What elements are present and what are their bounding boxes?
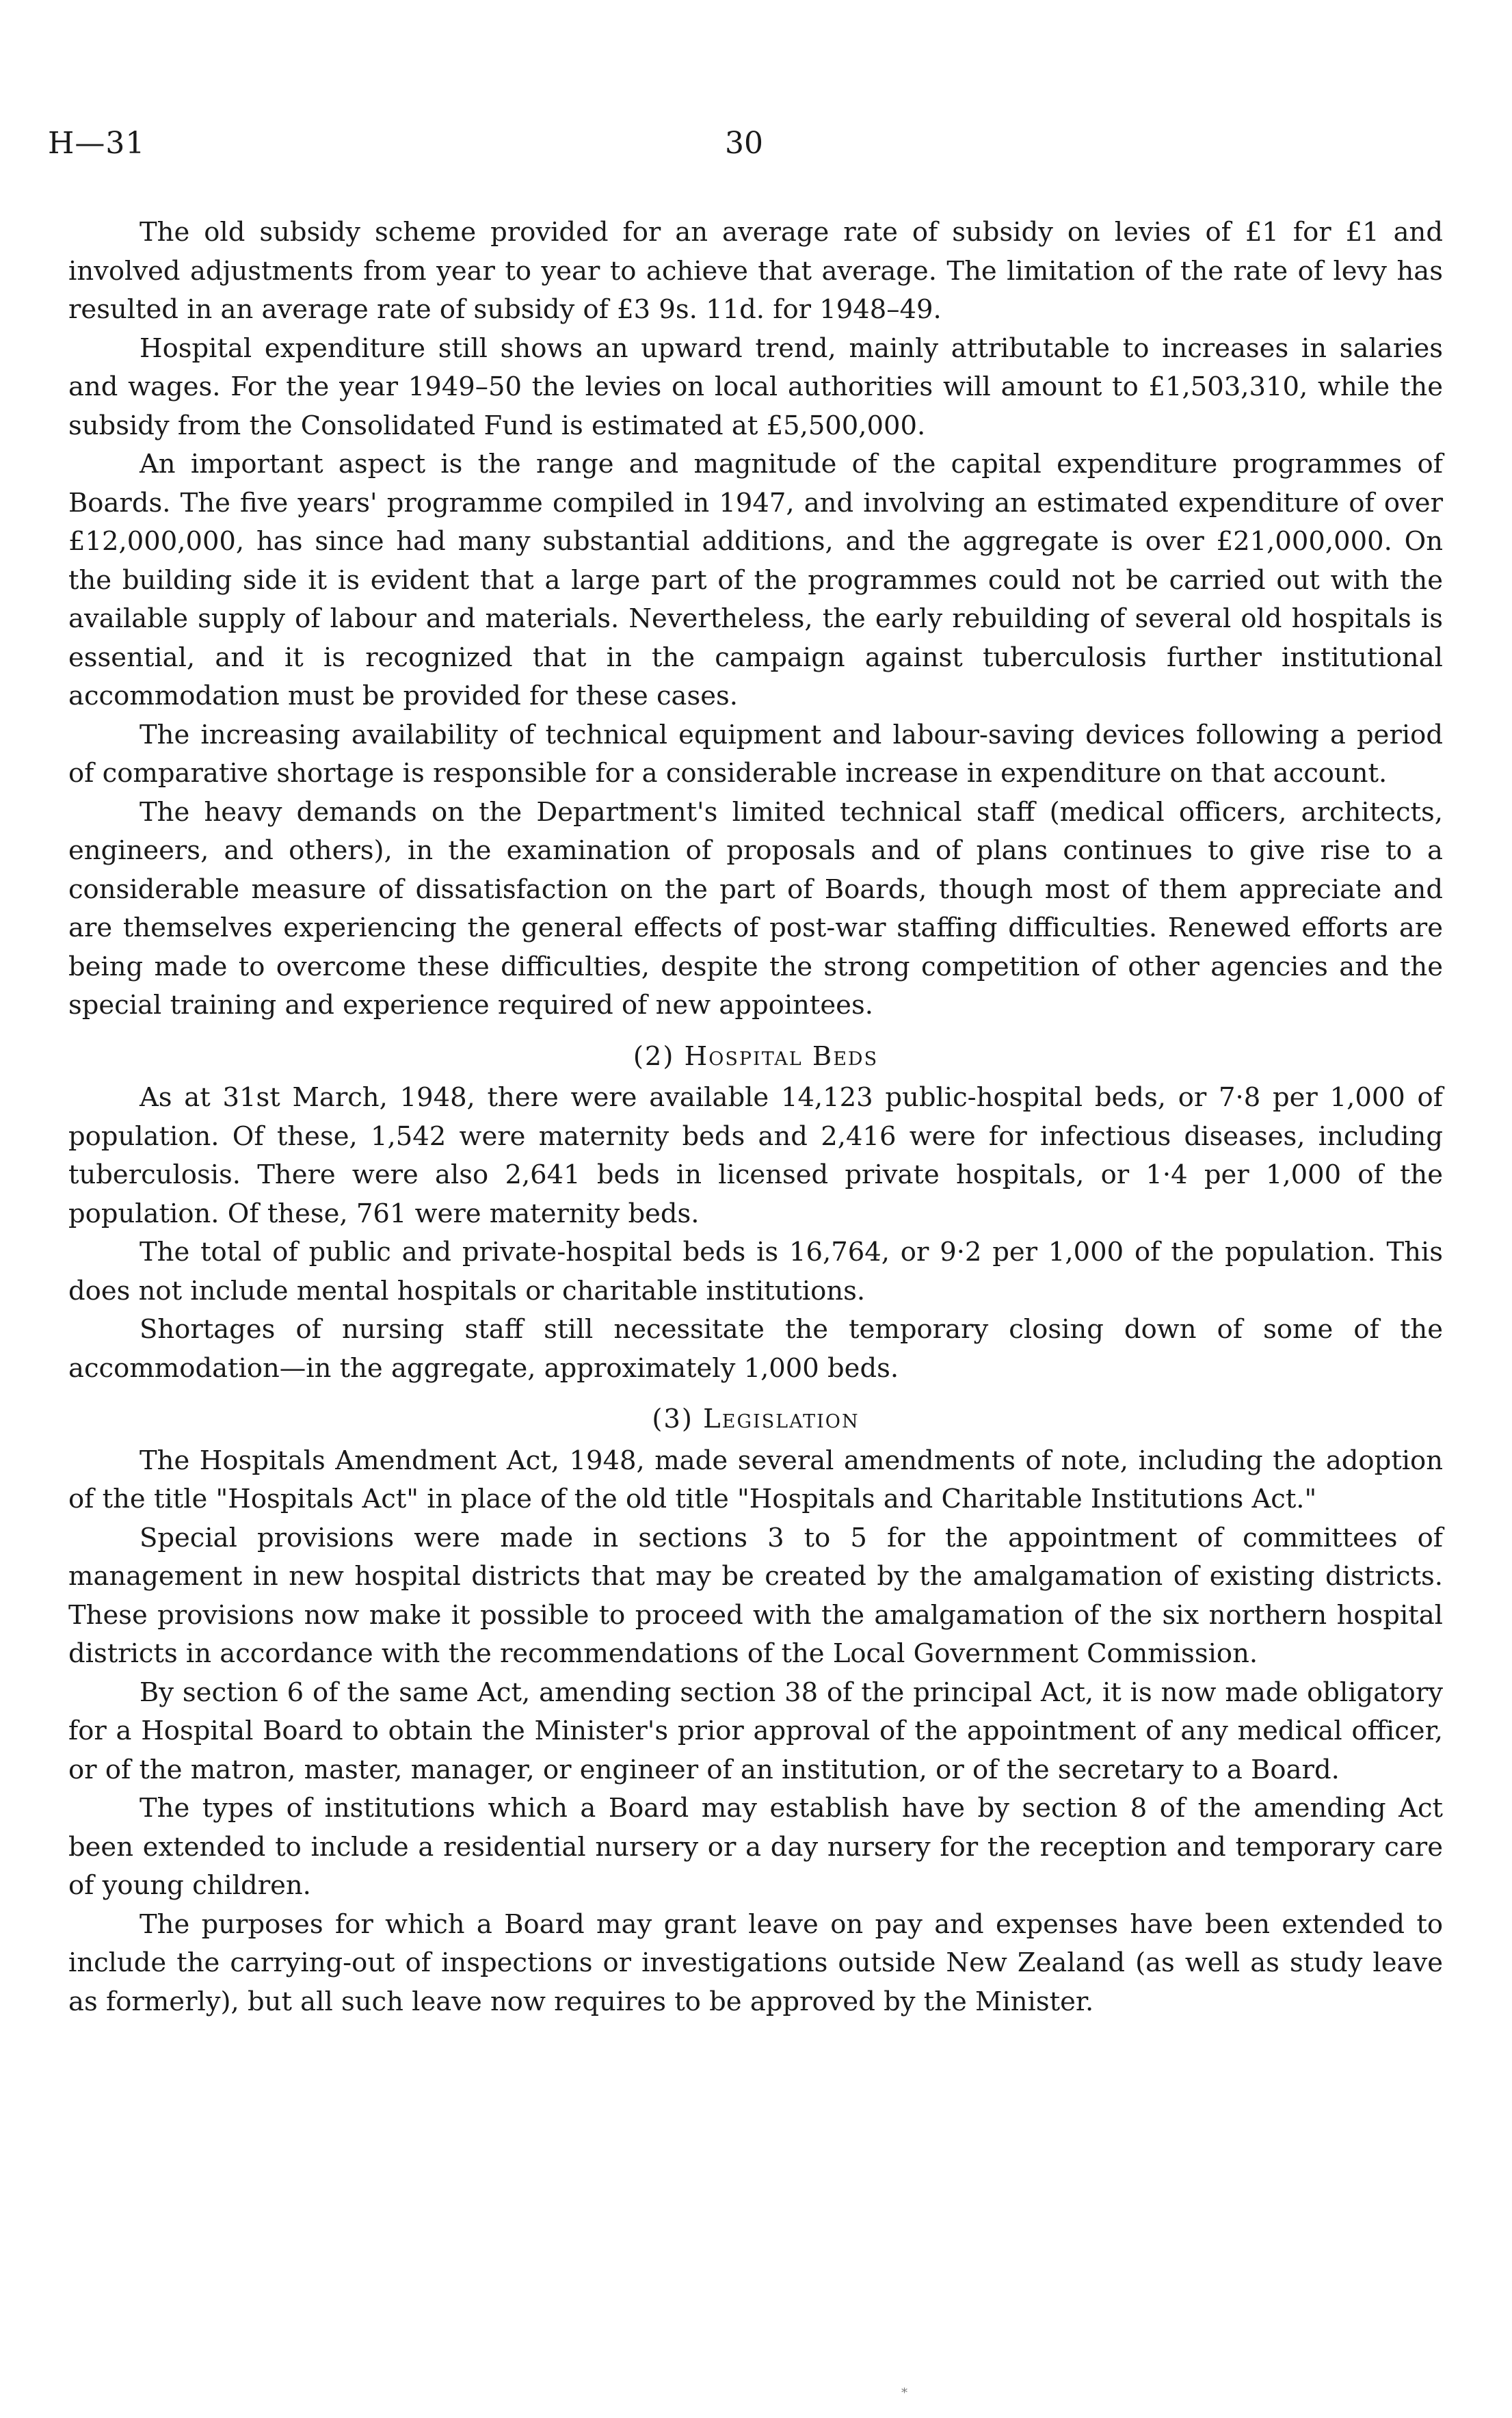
paragraph-section-6: By section 6 of the same Act, amending section 38 of the principal Act, it is now made obligatory for a Hospital Board to obtain the Minister's prior approval of the appointment of any medical officer, or of the matron, master, manager, or engineer of an institution, or of the secretary to a Board.: [68, 1677, 1443, 1785]
paragraph-institution-types: The types of institutions which a Board may establish have by section 8 of the amending Act been extended to include a residential nursery or a day nursery for the reception and temporary care of young children.: [68, 1793, 1443, 1901]
paragraph-beds-total: The total of public and private-hospital beds is 16,764, or 9·2 per 1,000 of the population. This does not include mental hospitals or charitable institutions.: [68, 1237, 1443, 1306]
heading-legislation: (3) Legislation: [652, 1404, 860, 1434]
heading-hospital-beds: (2) Hospital Beds: [633, 1040, 879, 1072]
paragraph-subsidy-scheme: The old subsidy scheme provided for an average rate of subsidy on levies of £1 for £1 and involved adjustments from year to year to achieve that average. The limitation of the rate of levy has resulted in an average rate of subsidy of £3 9s. 11d. for 1948–49.: [68, 217, 1443, 325]
page-number: 30: [725, 126, 763, 161]
paragraph-amendment-act: The Hospitals Amendment Act, 1948, made several amendments of note, including the adoption of the title "Hospitals Act" in place of the old title "Hospitals and Charitable Institutions Act.": [68, 1445, 1443, 1514]
paragraph-hospital-expenditure: Hospital expenditure still shows an upward trend, mainly attributable to increases in salaries and wages. For the year 1949–50 the levies on local authorities will amount to £1,503,310, while the subsidy from the Consolidated Fund is estimated at £5,500,000.: [68, 332, 1443, 441]
paragraph-technical-equipment: The increasing availability of technical equipment and labour-saving devices following a period of comparative shortage is responsible for a considerable increase in expenditure on that account.: [68, 719, 1443, 789]
paragraph-beds-available: As at 31st March, 1948, there were available 14,123 public-hospital beds, or 7·8 per 1,000 of population. Of these, 1,542 were maternity beds and 2,416 were for infectious diseases, including tuberculosis. There were also 2,641 beds in licensed private hospitals, or 1·4 per 1,000 of the population. Of these, 761 were maternity beds.: [68, 1082, 1443, 1229]
paragraph-nursing-shortage: Shortages of nursing staff still necessitate the temporary closing down of some of the accommodation—in the aggregate, approximately 1,000 beds.: [68, 1314, 1443, 1384]
body-text: [68, 213, 1443, 2021]
paragraph-committees: Special provisions were made in sections 3 to 5 for the appointment of committees of management in new hospital districts that may be created by the amalgamation of existing districts. These provisions now make it possible to proceed with the amalgamation of the six northern hospital districts in accordance with the recommendations of the Local Government Commission.: [68, 1522, 1443, 1669]
paragraph-technical-staff: The heavy demands on the Department's limited technical staff (medical officers, architects, engineers, and others), in the examination of proposals and of plans continues to give rise to a considerable measure of dissatisfaction on the part of Boards, though most of them appreciate and are themselves experiencing the general effects of post-war staffing difficulties. Renewed efforts are being made to overcome these difficulties, despite the strong competition of other agencies and the special training and experience required of new appointees.: [68, 796, 1443, 1021]
document-reference: H—31: [48, 126, 146, 161]
paragraph-capital-expenditure: An important aspect is the range and magnitude of the capital expenditure programmes of Boards. The five years' programme compiled in 1947, and involving an estimated expenditure of over £12,000,000, has since had many substantial additions, and the aggregate is over £21,000,000. On the building side it is evident that a large part of the programmes could not be carried out with the available supply of labour and materials. Nevertheless, the early rebuilding of several old hospitals is essential, and it is recognized that in the campaign against tuberculosis further institutional accommodation must be provided for these cases.: [68, 449, 1443, 711]
paragraph-leave-purposes: The purposes for which a Board may grant leave on pay and expenses have been extended to include the carrying-out of inspections or investigations outside New Zealand (as well as study leave as formerly), but all such leave now requires to be approved by the Minister.: [68, 1908, 1443, 2017]
footer-mark: *: [901, 2386, 907, 2400]
